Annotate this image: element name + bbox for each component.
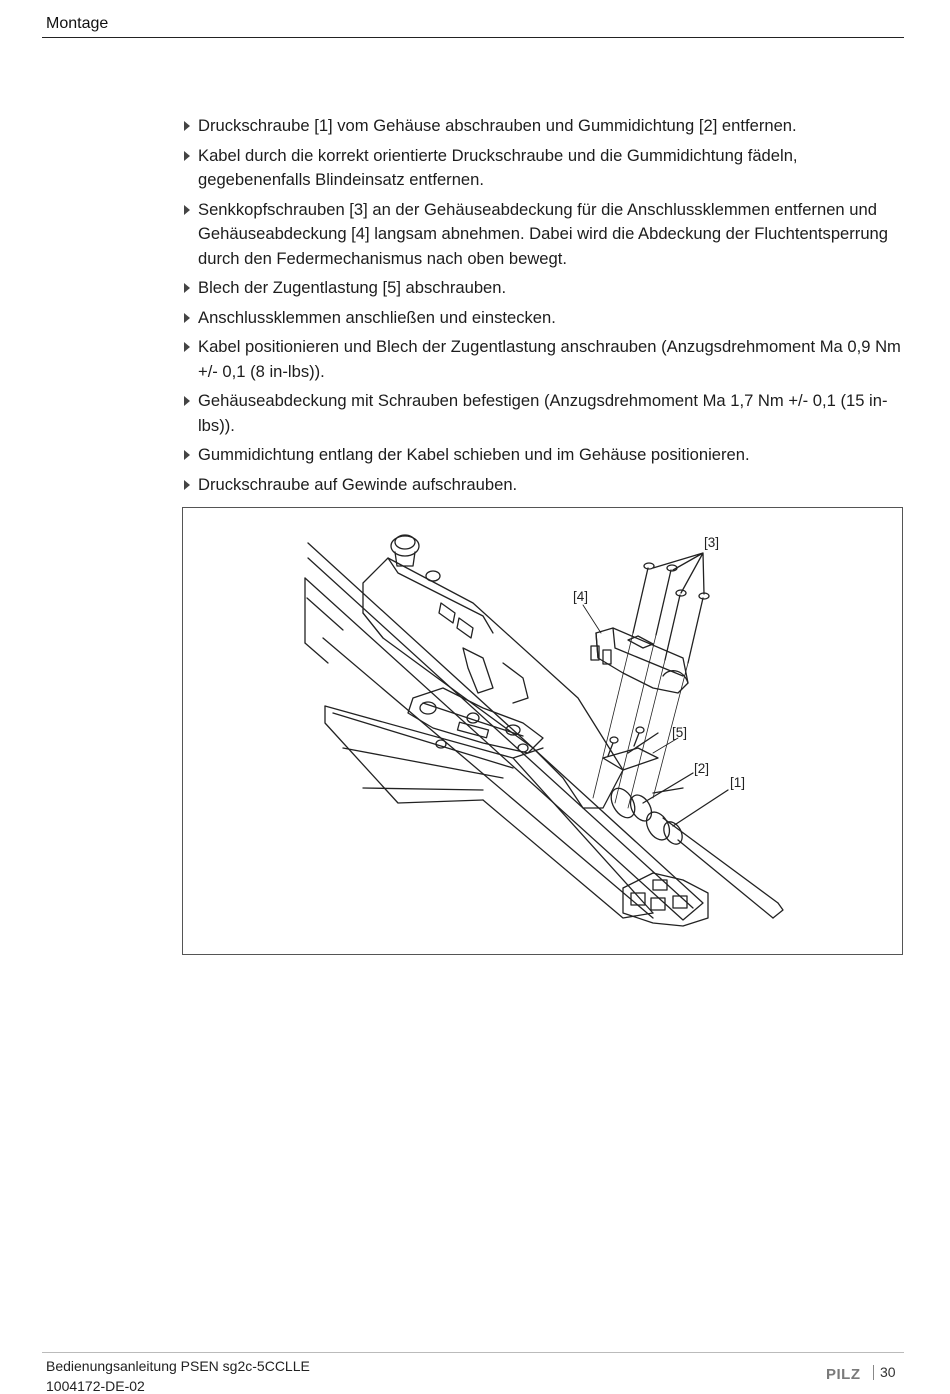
step-text: Druckschraube [1] vom Gehäuse abschrauben und Gummidichtung [2] entfernen.: [198, 116, 797, 135]
assembly-figure: [182, 507, 903, 955]
callout-housing-cover: [4]: [573, 589, 589, 604]
callout-rubber-seal: [2]: [694, 761, 710, 776]
header-divider: [42, 37, 904, 38]
footer-divider: [42, 1352, 904, 1353]
strain-relief-plate: [603, 727, 658, 770]
step-arrow-icon: [184, 121, 190, 131]
step-text: Gummidichtung entlang der Kabel schieben und im Gehäuse positionieren.: [198, 445, 750, 464]
step-arrow-icon: [184, 313, 190, 323]
switch-housing: [363, 535, 623, 808]
step-arrow-icon: [184, 283, 190, 293]
countersunk-screws: [633, 553, 709, 663]
callout-pressure-screw: [1]: [730, 775, 746, 790]
instruction-step-list: [183, 114, 903, 502]
callout-strain-relief: [5]: [672, 725, 688, 740]
step-text: Kabel positionieren und Blech der Zugentlastung anschrauben (Anzugsdrehmoment Ma 0,9 Nm +/- 0,1 (8 in-lbs)).: [198, 337, 901, 381]
step-text: Blech der Zugentlastung [5] abschrauben.: [198, 278, 507, 297]
page-header-title: Montage: [46, 15, 109, 32]
step-arrow-icon: [184, 151, 190, 161]
step-arrow-icon: [184, 342, 190, 352]
step-arrow-icon: [184, 480, 190, 490]
step-text: Senkkopfschrauben [3] an der Gehäuseabdeckung für die Anschlussklemmen entfernen und Gehäuseabdeckung [4] langsam abnehmen. Dabei wird die Abdeckung der Fluchtentsperrung durch den Federmechanismus nach oben bewegt.: [198, 199, 889, 268]
instruction-step: [183, 306, 903, 331]
brand-logo: PILZ: [826, 1366, 861, 1383]
step-arrow-icon: [184, 396, 190, 406]
escape-release-mechanism: [408, 648, 543, 753]
profile-end-faces: [623, 873, 708, 926]
assembly-guide-lines: [593, 633, 688, 808]
step-arrow-icon: [184, 205, 190, 215]
callout-leaders: [583, 605, 678, 753]
footer-document-number: 1004172-DE-02: [46, 1378, 145, 1394]
page-number: 30: [880, 1364, 896, 1380]
instruction-step: [183, 335, 903, 384]
footer-separator: [873, 1365, 874, 1380]
step-arrow-icon: [184, 450, 190, 460]
step-text: Druckschraube auf Gewinde aufschrauben.: [198, 474, 518, 494]
step-text: Anschlussklemmen anschließen und einstecken.: [198, 307, 556, 327]
instruction-step: [183, 198, 903, 272]
instruction-step: [183, 473, 903, 498]
instruction-step: [183, 276, 903, 301]
callout-countersunk-screws: [3]: [704, 535, 720, 550]
instruction-step: [183, 114, 903, 139]
assembly-drawing: [183, 508, 902, 954]
step-text: Kabel durch die korrekt orientierte Druckschraube und die Gummidichtung fädeln, gegebenenfalls Blindeinsatz entfernen.: [198, 145, 798, 189]
instruction-step: [183, 389, 903, 438]
housing-cover: [591, 628, 688, 693]
step-text: Gehäuseabdeckung mit Schrauben befestigen (Anzugsdrehmoment Ma 1,7 Nm +/- 0,1 (15 in-lbs)).: [198, 391, 888, 435]
footer-document-title: Bedienungsanleitung PSEN sg2c-5CCLLE: [46, 1358, 310, 1374]
instruction-step: [183, 443, 903, 468]
instruction-step: [183, 144, 903, 193]
